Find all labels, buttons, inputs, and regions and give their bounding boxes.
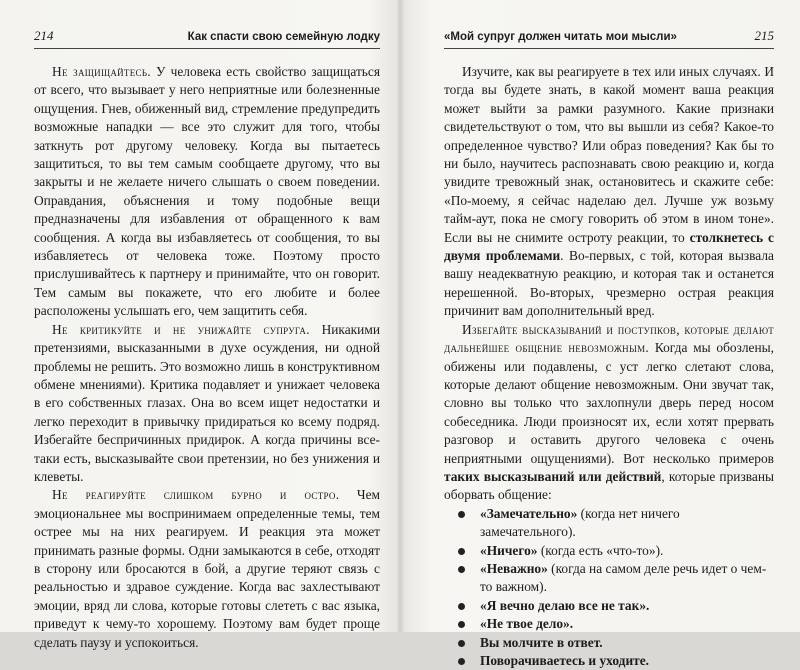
list-item-term: «Ничего»	[480, 542, 538, 558]
list-item	[456, 652, 774, 670]
bullet-dot-icon	[458, 603, 465, 610]
bullet-dot-icon	[458, 511, 465, 518]
list-item-term: Вы молчите в ответ.	[480, 634, 603, 650]
paragraph-text: Чем эмоциональнее мы воспринимаем определенные темы, тем острее мы на них реагируем. И реакция эта может принимать разные формы. Одни замыкаются в себе, отходят в сторону или бросаются в бой, а другие теряют связь с реальностью и здравое суждение. Когда вас захлестывают эмоции, вряд ли слова, которые готовы слететь с вас языка, приведут к чему-то хорошему. Поэтому вам будет проще сделать паузу и успокоиться.	[34, 487, 380, 650]
paragraph	[444, 63, 774, 321]
list-item	[456, 560, 774, 597]
paragraph	[444, 321, 774, 505]
list-item	[456, 634, 774, 652]
running-title: Как спасти свою семейную лодку	[187, 31, 380, 43]
list-item-note: (когда на самом деле речь идет о чем-то важном).	[480, 560, 767, 595]
paragraph	[34, 63, 380, 321]
running-title: «Мой супруг должен читать мои мысли»	[444, 31, 677, 43]
bullet-dot-icon	[458, 548, 465, 555]
left-page-header	[34, 28, 380, 49]
bullet-dot-icon	[458, 621, 465, 628]
paragraph-text: Когда мы обозлены, обижены или подавлены, с уст легко слетают слова, которые делают общение невозможным. Они звучат так, словно вы только что захлопнули дверь перед носом собеседника. Люди произносят их, если хотят прервать разговор и оставить другого человека с очень неприятными ощущениями). Вот несколько примеров	[444, 340, 775, 466]
paragraph-lead: Избегайте высказываний и поступков, которые делают дальнейшее общение невозможным.	[444, 321, 774, 356]
list-item-note: (когда нет ничего замечательного).	[480, 505, 680, 540]
list-item-term: «Замечательно»	[480, 505, 578, 521]
list-item-term: «Не твое дело».	[480, 616, 574, 632]
paragraph-lead: Не критикуйте и не унижайте супруга.	[52, 321, 310, 337]
bullet-list	[444, 505, 774, 670]
list-item	[456, 505, 774, 542]
list-item-term: Поворачиваетесь и уходите.	[480, 653, 650, 668]
paragraph-text: Никакими претензиями, высказанными в духе осуждения, ни одной проблемы не решить. Это возможно лишь в конструктивном обмене мнениями). Критика подавляет и унижает человека в его собственных глазах. Она во всем ищет недостатки и легко переходит в привычку придираться ко всему подряд. Избегайте беспричинных придирок. А когда причины все-таки есть, высказывайте свои претензии, но без унижения и клеветы.	[34, 321, 380, 484]
list-item-note: (когда есть «что-то»).	[537, 542, 664, 558]
list-item	[456, 542, 774, 560]
right-page-header	[444, 28, 774, 49]
paragraph-lead: Не реагируйте слишком бурно и остро.	[52, 487, 340, 503]
list-item-term: «Я вечно делаю все не так».	[480, 597, 650, 613]
list-item	[456, 615, 774, 633]
emphasis: столкнетесь с двумя проблемами	[444, 229, 775, 264]
page-number: 214	[34, 28, 54, 43]
left-page-body	[34, 63, 380, 652]
right-page	[400, 0, 800, 668]
paragraph-text: Изучите, как вы реагируете в тех или иных случаях. И тогда вы будете знать, в какой момент ваша реакция может выйти за рамки разумного. Какие признаки свидетельствуют о том, что вы вышли из себя? Какое-то определенное чувство? Или образ поведения? Как бы то ни было, научитесь распознавать свою реакцию и, когда увидите тревожный знак, остановитесь и скажите себе: «По-моему, я сейчас наделаю дел. Лучше уж возьму тайм-аут, пока не смогу говорить об этом в ином тоне». Если вы не снимите остроту реакции, то	[444, 64, 774, 245]
emphasis: таких высказываний или действий	[444, 468, 662, 484]
left-page	[0, 0, 400, 650]
bullet-dot-icon	[458, 566, 465, 573]
paragraph-text: . Во-первых, с той, которая вызвала вашу неадекватную реакцию, и которая так и останется нерешенной. Во-вторых, чрезмерно острая реакция причинит вам дополнительный вред.	[444, 248, 774, 319]
list-item-term: «Неважно»	[480, 560, 548, 576]
page-number: 215	[754, 28, 774, 43]
bullet-dot-icon	[458, 658, 465, 665]
paragraph-text: У человека есть свойство защищаться от всего, что вызывает у него неприятные или болезненные ощущения. Гнев, обиженный вид, стремление предупредить возможные нападки — все это служит для того, чтобы заткнуть рот другому человеку. Когда вы пытаетесь защититься, то вы тем самым сообщаете другому, что вы закрыты и не желаете ничего слышать о своем поведении. Оправдания, объяснения и тому подобные вещи предназначены для избавления от обращенного к вам сообщения. А когда вы избавляетесь от сообщения, то вы избавляетесь от человека тоже. Поэтому просто прислушивайтесь к партнеру и принимайте, что он говорит. Тем самым вы покажете, что его любите и более расположены услышать его, чем защитить себя.	[34, 64, 381, 319]
paragraph	[34, 321, 380, 487]
bullet-dot-icon	[458, 640, 465, 647]
paragraph-text: , которые призваны оборвать общение:	[444, 468, 774, 503]
paragraph-lead: Не защищайтесь.	[52, 64, 151, 79]
paragraph	[34, 486, 380, 652]
list-item	[456, 597, 774, 615]
right-page-body	[444, 63, 774, 670]
